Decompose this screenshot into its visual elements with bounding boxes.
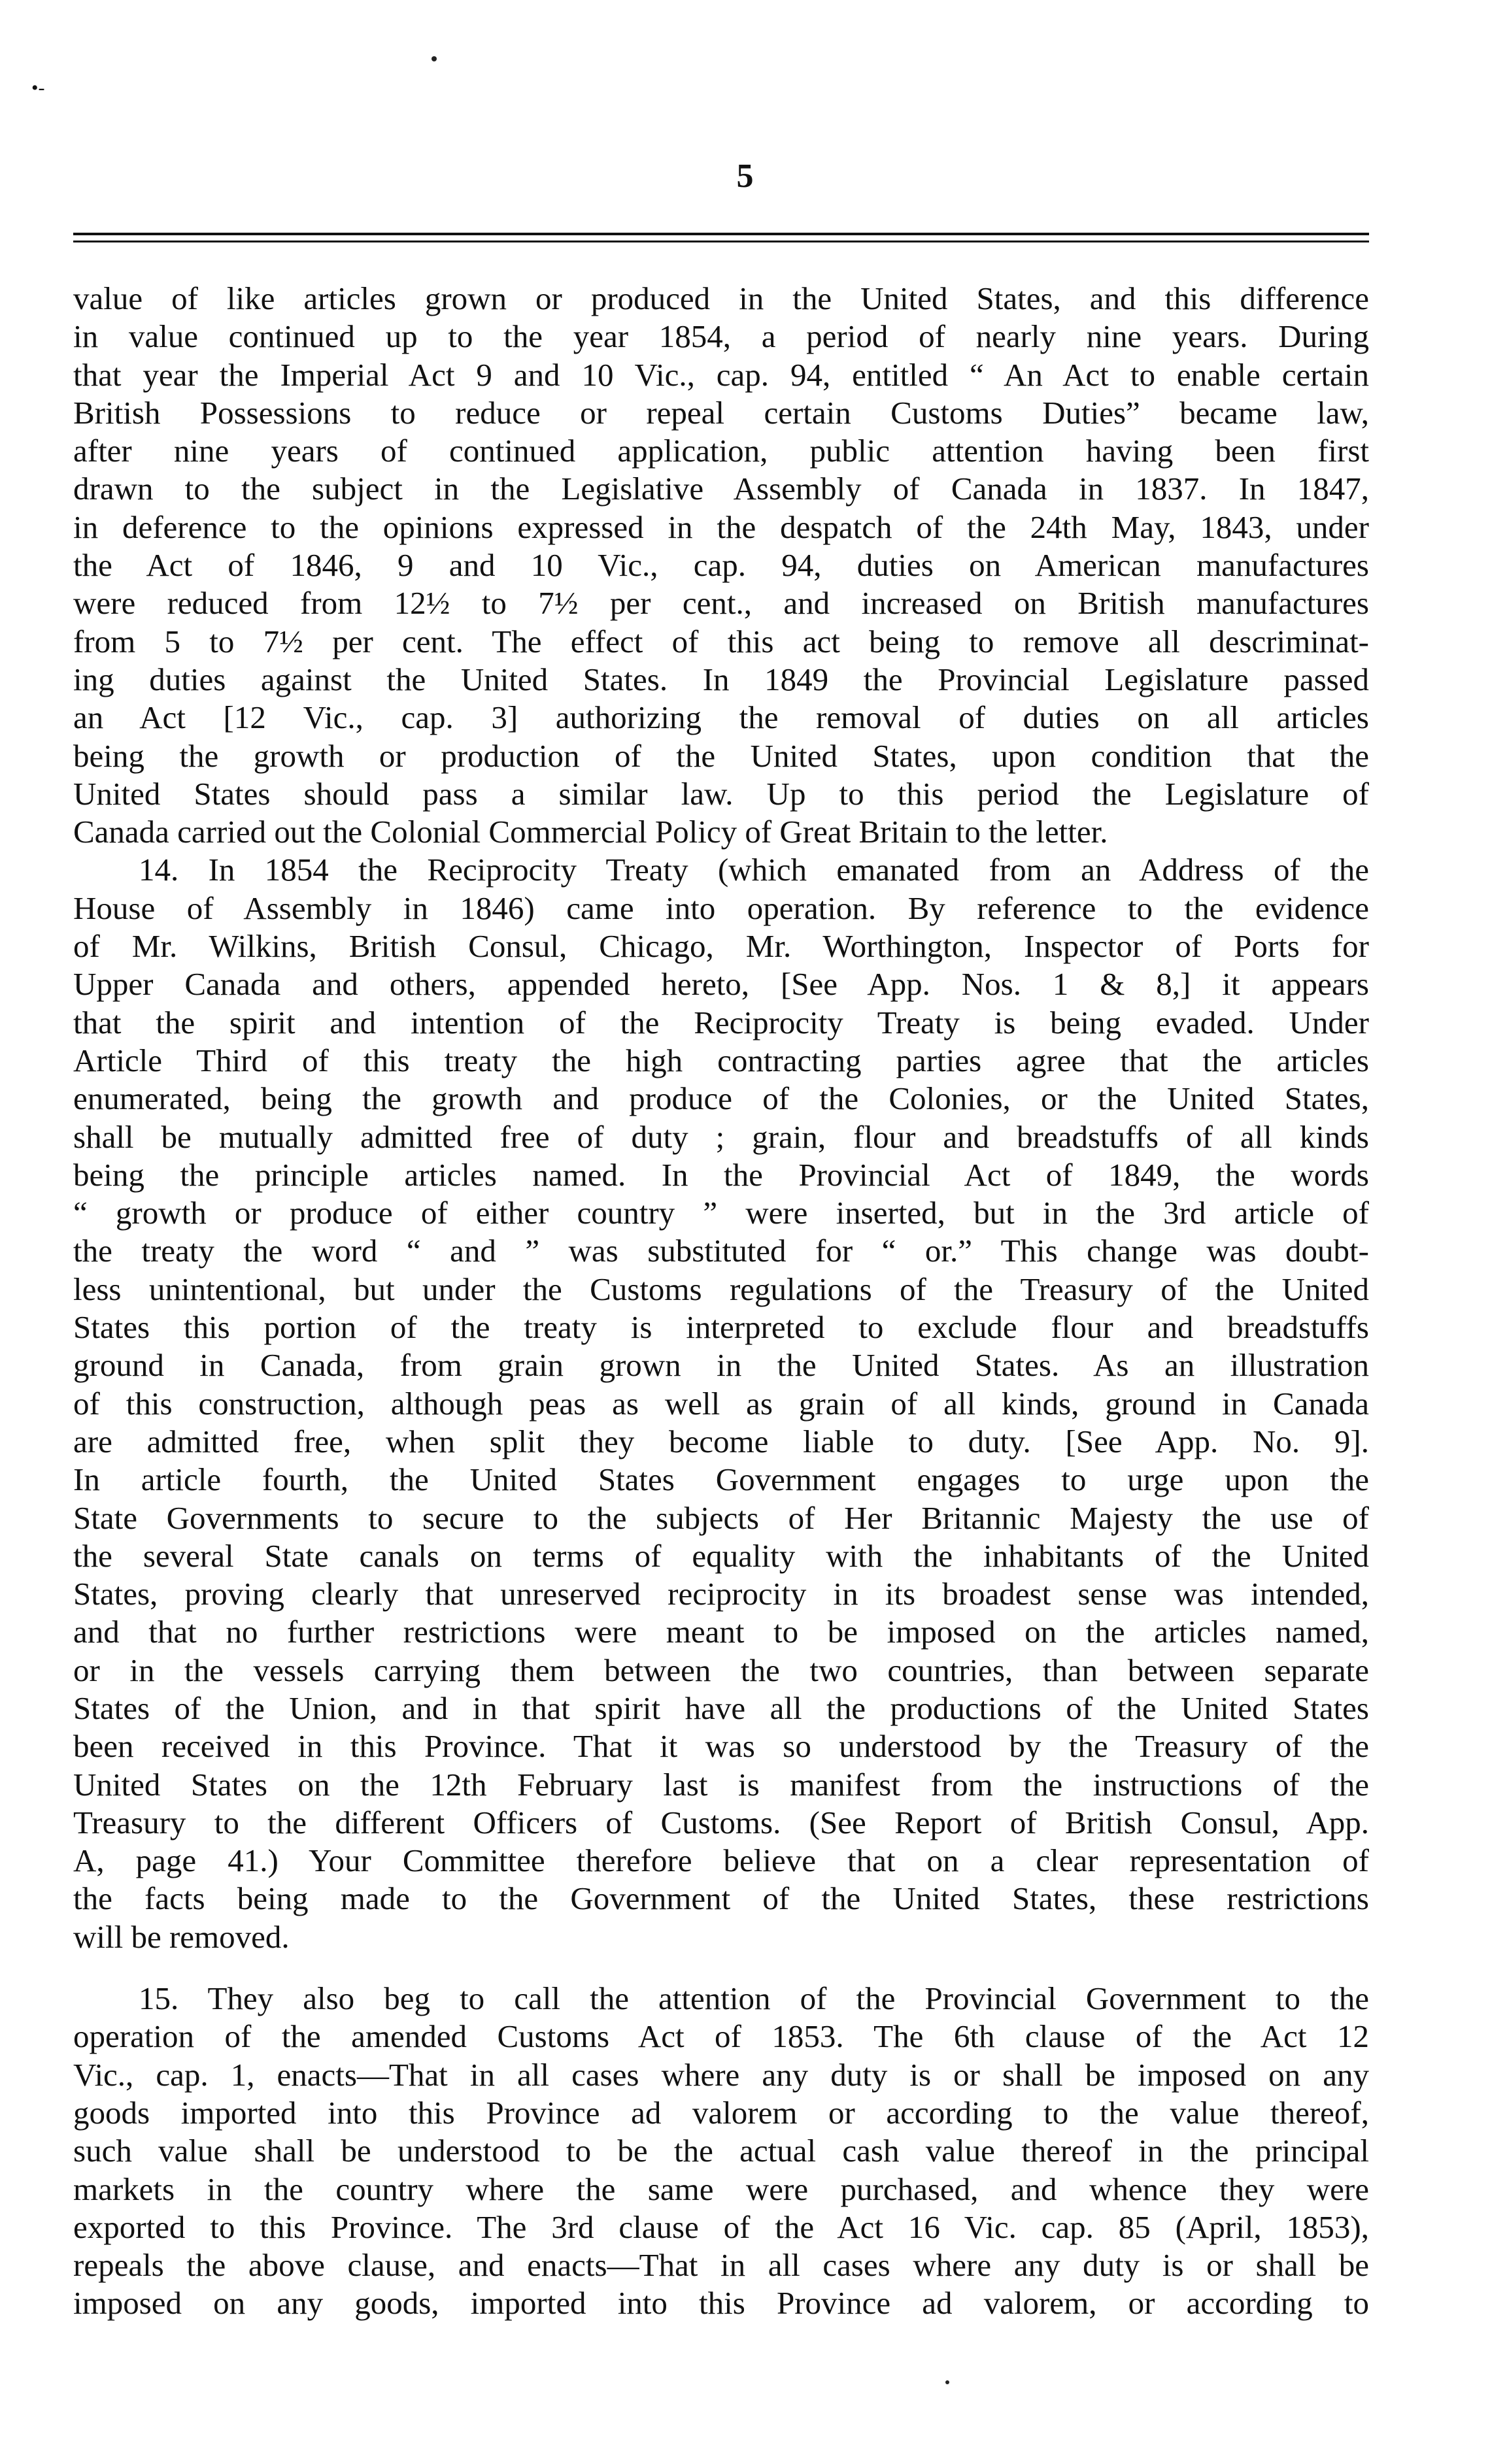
text-line: imposed on any goods, imported into this Province ad valorem, or according to [73,2285,1369,2322]
paragraph-p-15 [73,1980,1369,2323]
text-line: less unintentional, but under the Customs regulations of the Treasury of the United [73,1271,1369,1307]
text-line: “ growth or produce of either country ” were inserted, but in the 3rd article of [73,1195,1369,1231]
text-line: are admitted free, when split they become liable to duty. [See App. No. 9]. [73,1423,1369,1459]
scan-speck [945,2380,949,2384]
text-line: in value continued up to the year 1854, a period of nearly nine years. During [73,318,1369,355]
text-line: United States should pass a similar law. Up to this period the Legislature of [73,775,1369,812]
text-line: or in the vessels carrying them between the two countries, than between separate [73,1652,1369,1688]
text-line: been received in this Province. That it was so understood by the Treasury of the [73,1728,1369,1765]
text-line: House of Assembly in 1846) came into operation. By reference to the evidence [73,890,1369,926]
top-margin-mark: •- [31,77,45,99]
scan-speck [432,56,437,61]
text-line: that the spirit and intention of the Reciprocity Treaty is being evaded. Under [73,1004,1369,1041]
paragraph-p-14 [73,851,1369,1956]
paragraph-gap [73,1956,1369,1980]
text-line: States this portion of the treaty is interpreted to exclude flour and breadstuffs [73,1309,1369,1346]
header-rule-bottom [73,241,1369,242]
header-rule-top [73,233,1369,235]
text-line: will be removed. [73,1918,290,1955]
text-line: States, proving clearly that unreserved reciprocity in its broadest sense was intended, [73,1576,1369,1612]
text-line: A, page 41.) Your Committee therefore believe that on a clear representation of [73,1842,1369,1879]
page-number: 5 [736,158,754,195]
text-line: an Act [12 Vic., cap. 3] authorizing the removal of duties on all articles [73,699,1369,736]
text-line: operation of the amended Customs Act of 1853. The 6th clause of the Act 12 [73,2018,1369,2055]
text-line: Treasury to the different Officers of Customs. (See Report of British Consul, App. [73,1804,1369,1840]
text-line: ing duties against the United States. In 1849 the Provincial Legislature passed [73,661,1369,697]
text-line: after nine years of continued application, public attention having been first [73,433,1369,469]
text-line: markets in the country where the same were purchased, and whence they were [73,2171,1369,2207]
text-line: States of the Union, and in that spirit have all the productions of the United States [73,1690,1369,1726]
body-text [73,280,1369,2323]
text-line: United States on the 12th February last is manifest from the instructions of the [73,1766,1369,1803]
text-line: ground in Canada, from grain grown in the United States. As an illustration [73,1347,1369,1384]
text-line: value of like articles grown or produced in the United States, and this difference [73,280,1369,316]
text-line: Upper Canada and others, appended hereto, [See App. Nos. 1 & 8,] it appears [73,966,1369,1003]
text-line: Article Third of this treaty the high contracting parties agree that the articles [73,1042,1369,1078]
text-line: In article fourth, the United States Government engages to urge upon the [73,1461,1369,1498]
text-line: such value shall be understood to be the actual cash value thereof in the principal [73,2133,1369,2169]
text-line: were reduced from 12½ to 7½ per cent., and increased on British manufactures [73,585,1369,622]
text-line: and that no further restrictions were meant to be imposed on the articles named, [73,1614,1369,1650]
text-line: the facts being made to the Government of the United States, these restrictions [73,1880,1369,1917]
text-line: in deference to the opinions expressed in the despatch of the 24th May, 1843, under [73,508,1369,545]
text-line: Vic., cap. 1, enacts—That in all cases where any duty is or shall be imposed on any [73,2056,1369,2093]
text-line: the treaty the word “ and ” was substituted for “ or.” This change was doubt- [73,1233,1369,1269]
text-line: Canada carried out the Colonial Commercial Policy of Great Britain to the letter. [73,814,1108,850]
text-line: of Mr. Wilkins, British Consul, Chicago, Mr. Worthington, Inspector of Ports for [73,928,1369,965]
text-line: the Act of 1846, 9 and 10 Vic., cap. 94, duties on American manufactures [73,547,1369,584]
text-line: being the principle articles named. In the Provincial Act of 1849, the words [73,1156,1369,1193]
paragraph-p-continued [73,280,1369,851]
text-line: goods imported into this Province ad valorem or according to the value thereof, [73,2094,1369,2131]
text-line: drawn to the subject in the Legislative Assembly of Canada in 1837. In 1847, [73,471,1369,507]
text-line: exported to this Province. The 3rd clause of the Act 16 Vic. cap. 85 (April, 1853), [73,2208,1369,2245]
text-line: being the growth or production of the United States, upon condition that the [73,737,1369,774]
text-line: 14. In 1854 the Reciprocity Treaty (which emanated from an Address of the [139,852,1369,888]
text-line: from 5 to 7½ per cent. The effect of this act being to remove all descriminat- [73,623,1369,659]
text-line: repeals the above clause, and enacts—That in all cases where any duty is or shall be [73,2247,1369,2284]
text-line: shall be mutually admitted free of duty ; grain, flour and breadstuffs of all kinds [73,1118,1369,1155]
text-line: enumerated, being the growth and produce of the Colonies, or the United States, [73,1080,1369,1117]
text-line: that year the Imperial Act 9 and 10 Vic., cap. 94, entitled “ An Act to enable certain [73,356,1369,393]
text-line: British Possessions to reduce or repeal certain Customs Duties” became law, [73,394,1369,431]
text-line: the several State canals on terms of equality with the inhabitants of the United [73,1537,1369,1574]
text-line: 15. They also beg to call the attention of the Provincial Government to the [139,1980,1369,2017]
text-line: State Governments to secure to the subjects of Her Britannic Majesty the use of [73,1499,1369,1536]
text-line: of this construction, although peas as well as grain of all kinds, ground in Canada [73,1385,1369,1422]
